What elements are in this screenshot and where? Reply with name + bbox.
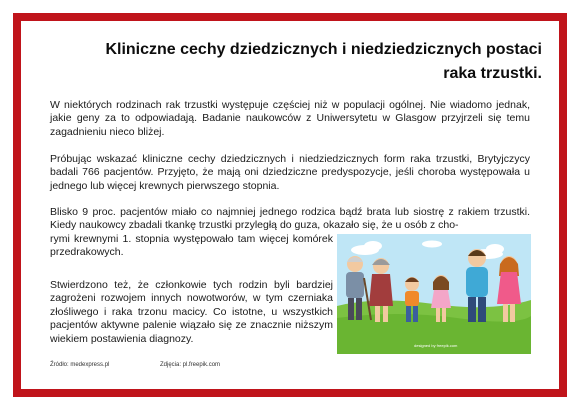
source-credit: Źródło: medexpress.pl <box>50 362 110 368</box>
paragraph-findings-text: Blisko 9 proc. pacjentów miało co najmniej jednego rodzica bądź brata lub siostrę z rakiem trzustki. Kiedy naukowcy zbadali tkankę trzustki przyległą do guza, okazało się, że u osób z cho- <box>50 206 530 232</box>
paragraph-findings <box>50 206 530 233</box>
title-line-2: raka trzustki. <box>443 65 542 82</box>
freepik-watermark: designed by freepik.com <box>414 343 458 348</box>
family-illustration-svg <box>337 234 531 354</box>
paragraph-findings-continued: rymi krewnymi 1. stopnia występowało tam więcej komórek przedrakowych. <box>50 233 333 259</box>
family-illustration <box>337 234 531 354</box>
paragraph-intro: W niektórych rodzinach rak trzustki występuje częściej niż w populacji ogólnej. Nie wiadomo jednak, jakie geny za to odpowiadają. Badanie naukowców z Uniwersytetu w Glasgow przyjrzeli się temu zagadnieniu nieco bliżej. <box>50 99 530 138</box>
photo-credit: Zdjęcia: pl.freepik.com <box>160 362 221 368</box>
paragraph-study: Próbując wskazać kliniczne cechy dziedzicznych i niedziedzicznych form raka trzustki, Brytyjczycy badali 766 pacjentów. Przyjęto, że mają oni dziedziczne predyspozycje, jeśli choroba występowała u jednego lub więcej krewnych pierwszego stopnia. <box>50 153 530 192</box>
paragraph-conclusions: Stwierdzono też, że członkowie tych rodzin byli bardziej zagrożeni rozwojem innych nowotworów, w tym czerniaka złośliwego i raka trzonu macicy. Co istotne, u wszystkich pacjentów aktywne palenie wiązało się ze znacznie niższym wiekiem postawienia diagnozy. <box>50 279 333 345</box>
article-title <box>82 38 542 86</box>
title-line-1: Kliniczne cechy dziedzicznych i niedziedzicznych postaci <box>105 41 542 58</box>
